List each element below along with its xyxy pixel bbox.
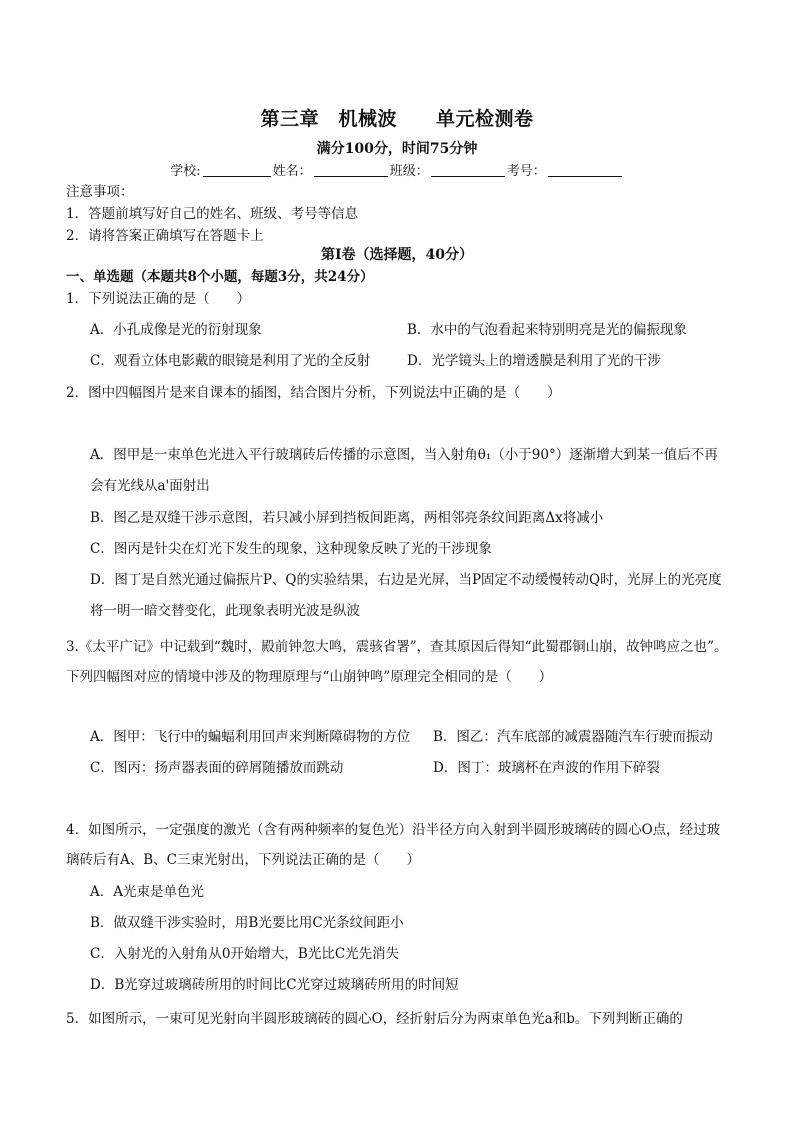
question-4-option-d: D．B光穿过玻璃砖所用的时间比C光穿过玻璃砖所用的时间短 — [90, 977, 459, 993]
notes-title: 注意事项： — [66, 184, 134, 200]
question-2-option-d: D．图丁是自然光通过偏振片P、Q的实验结果，右边是光屏，当P固定不动缓慢转动Q时，光屏上的光亮度将一明一暗交替变化，此现象表明光波是纵波 — [90, 572, 722, 619]
name-blank[interactable] — [314, 163, 388, 177]
question-3-option-a: A．图甲：飞行中的蝙蝠利用回声来判断障碍物的方位 — [90, 729, 411, 745]
exam-number-label: 考号： — [506, 164, 546, 179]
question-5-stem: 5．如图所示，一束可见光射向半圆形玻璃砖的圆心O，经折射后分为两束单色光a和b。下列判断正确的 — [66, 1011, 683, 1027]
question-1-option-c: C．观看立体电影戴的眼镜是利用了光的全反射 — [90, 353, 371, 369]
question-1-option-d: D．光学镜头上的增透膜是利用了光的干涉 — [407, 353, 661, 369]
question-2-stem: 2．图中四幅图片是来自课本的插图，结合图片分析，下列说法中正确的是（ ） — [66, 385, 561, 401]
title-kind: 单元检测卷 — [436, 108, 534, 130]
title-chapter: 第三章 — [260, 108, 319, 130]
question-4-option-a: A．A光束是单色光 — [90, 884, 204, 900]
question-1-option-b: B．水中的气泡看起来特别明亮是光的偏振现象 — [407, 322, 687, 338]
class-blank[interactable] — [431, 163, 505, 177]
question-4-stem: 4．如图所示，一定强度的激光（含有两种频率的复色光）沿半径方向入射到半圆形玻璃砖的圆心O点，经过玻璃砖后有A、B、C三束光射出，下列说法正确的是（ ） — [66, 822, 721, 868]
notes-item: 1．答题前填写好自己的姓名、班级、考号等信息 — [66, 206, 359, 222]
question-3-option-d: D．图丁：玻璃杯在声波的作用下碎裂 — [433, 760, 660, 776]
question-4-option-c: C．入射光的入射角从0开始增大，B光比C光先消失 — [90, 946, 400, 962]
question-1-option-a: A．小孔成像是光的衍射现象 — [90, 322, 262, 338]
notes-item: 2．请将答案正确填写在答题卡上 — [66, 228, 264, 244]
question-3-option-b: B．图乙：汽车底部的减震器随汽车行驶而振动 — [433, 729, 713, 745]
exam-number-blank[interactable] — [548, 163, 622, 177]
question-3-stem: 3.《太平广记》中记载到“魏时，殿前钟忽大鸣，震骇省署”，查其原因后得知“此蜀郡铜山崩，故钟鸣应之也”。下列四幅图对应的情境中涉及的物理原理与“山崩钟鸣”原理完全相同的是（ ） — [66, 639, 728, 685]
school-blank[interactable] — [203, 163, 271, 177]
exam-subtitle: 满分100分，时间75分钟 — [316, 141, 478, 157]
part-heading: 第I卷（选择题，40分） — [320, 247, 474, 263]
question-4-option-b: B．做双缝干涉实验时，用B光要比用C光条纹间距小 — [90, 915, 404, 931]
exam-title — [0, 104, 794, 131]
name-label: 姓名： — [272, 164, 312, 179]
title-topic: 机械波 — [338, 108, 397, 130]
student-info-line — [0, 160, 794, 179]
school-label: 学校: — [170, 164, 201, 179]
notes-block — [66, 181, 358, 247]
question-2-option-b: B．图乙是双缝干涉示意图，若只减小屏到挡板间距离，两相邻亮条纹间距离Δx将减小 — [90, 510, 604, 526]
question-3-option-c: C．图丙：扬声器表面的碎屑随播放而跳动 — [90, 760, 344, 776]
question-2-option-a: A．图甲是一束单色光进入平行玻璃砖后传播的示意图，当入射角θ₁（小于90°）逐渐增大到某一值后不再会有光线从a'面射出 — [90, 447, 718, 494]
class-label: 班级： — [389, 164, 429, 179]
question-2-option-c: C．图丙是针尖在灯光下发生的现象，这种现象反映了光的干涉现象 — [90, 541, 492, 557]
question-1-stem: 1．下列说法正确的是（ ） — [66, 291, 251, 307]
section-heading: 一、单选题（本题共8个小题，每题3分，共24分） — [66, 269, 374, 285]
